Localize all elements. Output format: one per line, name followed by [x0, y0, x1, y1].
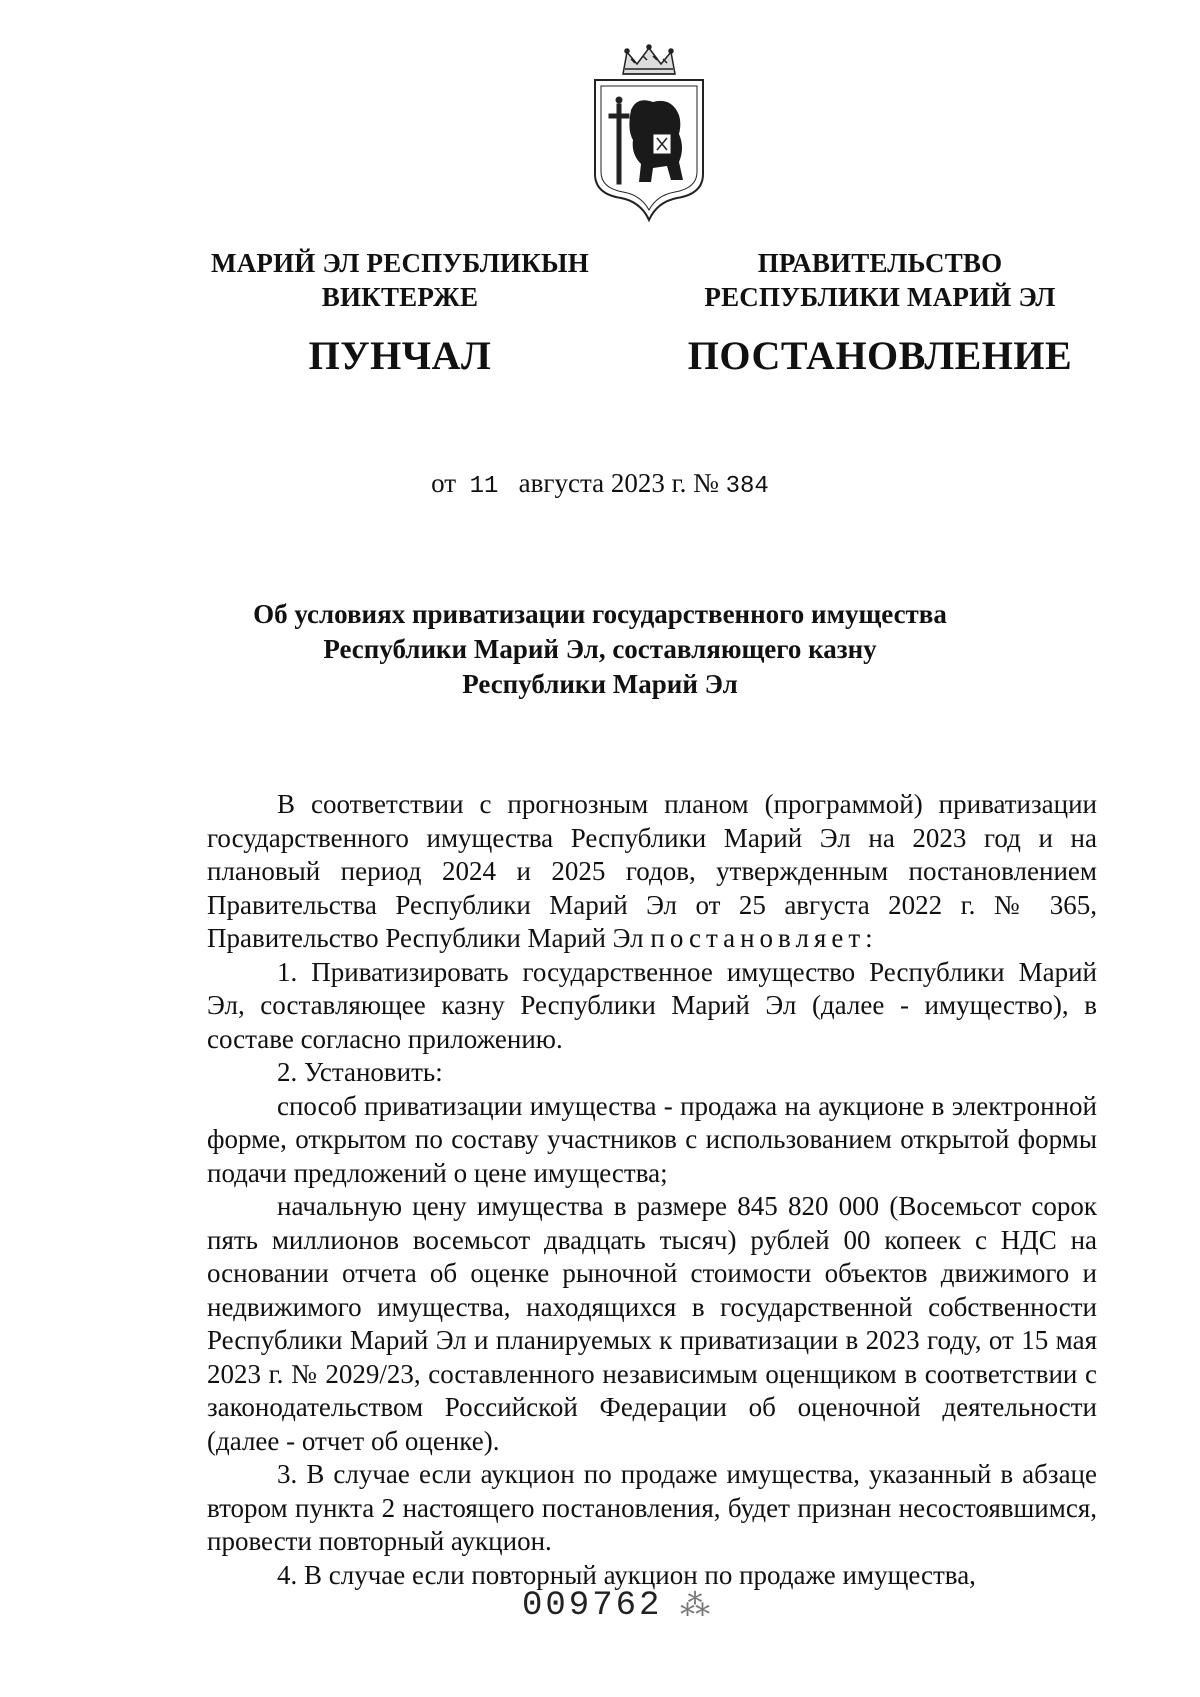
- paragraph-item-2: 2. Установить:: [277, 1057, 443, 1087]
- crown-icon: [623, 45, 675, 74]
- stamp-mark-icon: ⁂: [680, 1589, 710, 1622]
- header-right-doc-type: ПОСТАНОВЛЕНИЕ: [687, 333, 1073, 378]
- date-month-year: августа 2023 г. №: [518, 468, 719, 498]
- title-line-3: Республики Марий Эл: [462, 669, 738, 699]
- header-left-mari: [180, 246, 620, 380]
- header-right-line1: ПРАВИТЕЛЬСТВО: [757, 248, 1003, 278]
- header-left-line2: ВИКТЕРЖЕ: [321, 282, 479, 312]
- resolves-verb: постановляет:: [650, 923, 878, 953]
- paragraph-price: начальную цену имущества в размере 845 820 000 (Восемьсот сорок пять миллионов восемьсот двадцать тысяч) рублей 00 копеек с НДС на основании отчета об оценке рыночной стоимости объектов движимого и недвижимого имущества, находящихся в государственной собственности Республики Марий Эл и планируемых к приватизации в 2023 году, от 15 мая 2023 г. № 2029/23, составленного независимым оценщиком в соответствии с законодательством Российской Федерации об оценочной деятельности (далее - отчет об оценке).: [207, 1191, 1097, 1456]
- coat-of-arms-emblem: [587, 44, 711, 224]
- title-line-1: Об условиях приватизации государственного имущества: [253, 599, 947, 629]
- paragraph-item-3: 3. В случае если аукцион по продаже имущества, указанный в абзаце втором пункта 2 настоящего постановления, будет признан несостоявшимся, провести повторный аукцион.: [207, 1459, 1097, 1556]
- preamble-text: В соответствии с прогнозным планом (программой) приватизации государственного имущества Республики Марий Эл на 2023 год и на плановый период 2024 и 2025 годов, утвержденным постановлением Правительства Республики Марий Эл от 25 августа 2022 г. № 365, Правительство Республики Марий Эл: [207, 789, 1097, 953]
- header-left-doc-type: ПУНЧАЛ: [308, 333, 492, 378]
- date-day: 11: [469, 473, 499, 500]
- document-title: [200, 597, 1000, 702]
- header-right-line2: РЕСПУБЛИКИ МАРИЙ ЭЛ: [704, 282, 1056, 312]
- paragraph-item-4: 4. В случае если повторный аукцион по продаже имущества,: [277, 1559, 976, 1590]
- serial-number-stamp: 009762: [522, 1587, 663, 1625]
- header-right-russian: [660, 246, 1100, 380]
- paragraph-item-1: 1. Приватизировать государственное имущество Республики Марий Эл, составляющее казну Республики Марий Эл (далее - имущество), в составе согласно приложению.: [207, 956, 1097, 1054]
- document-number: 384: [725, 473, 769, 500]
- document-body: [207, 788, 1097, 1592]
- document-date-line: [0, 468, 1200, 500]
- date-prefix: от: [431, 468, 457, 498]
- paragraph-method: способ приватизации имущества - продажа на аукционе в электронной форме, открытом по составу участников с использованием открытой формы подачи предложений о цене имущества;: [207, 1090, 1097, 1188]
- title-line-2: Республики Марий Эл, составляющего казну: [323, 634, 877, 664]
- header-left-line1: МАРИЙ ЭЛ РЕСПУБЛИКЫН: [211, 248, 589, 278]
- paragraph-preamble: [207, 788, 1097, 956]
